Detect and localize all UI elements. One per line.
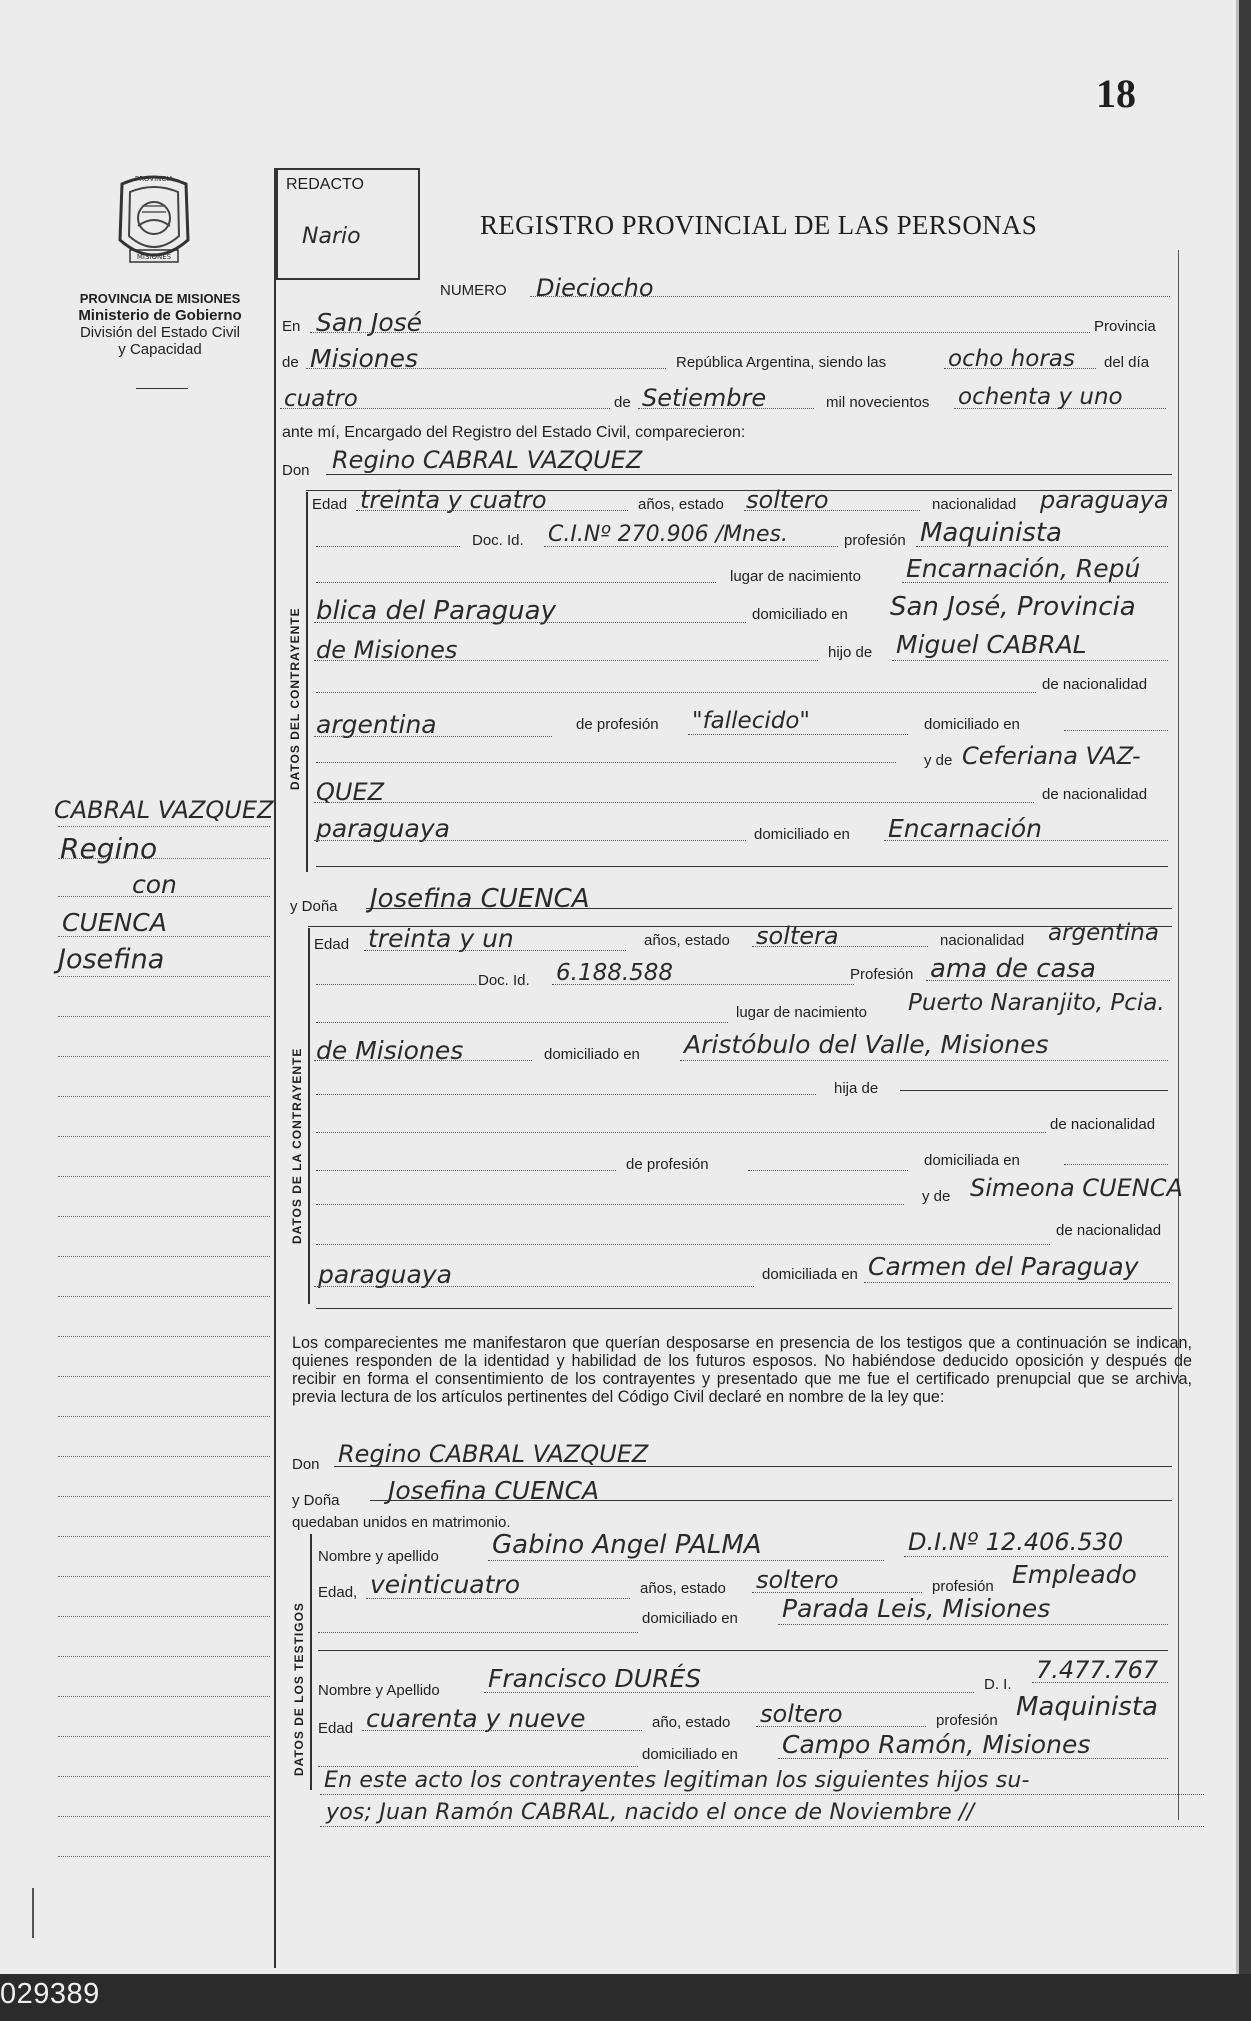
w2-di-label: D. I.	[984, 1676, 1012, 1693]
w1-name: Gabino Angel PALMA	[492, 1530, 762, 1560]
statement-quedaban: quedaban unidos en matrimonio.	[292, 1514, 511, 1531]
statement-paragraph: Los comparecientes me manifestaron que querían desposarse en presencia de los testigos que a continuación se indican, quienes responden de la identidad y habilidad de los futuros esposos. No habiéndose deducido oposición y después de recibir en forma el consentimiento de los contrayentes y presentado que me fue el certificado prenupcial que se archiva, previa lectura de los artículos pertinentes del Código Civil declaré en nombre de la ley que:	[292, 1334, 1192, 1406]
w2-domiciliado-label: domiciliado en	[642, 1746, 738, 1763]
groom-father-profession: "fallecido"	[692, 708, 810, 734]
bride-domiciliada-label: domiciliada en	[924, 1152, 1020, 1169]
bride-de-nacionalidad-label: de nacionalidad	[1050, 1116, 1156, 1133]
groom-don-label: Don	[282, 462, 310, 479]
year-value: ochenta y uno	[958, 384, 1123, 410]
institution-line-4: y Capacidad	[118, 341, 202, 358]
groom-name: Regino CABRAL VAZQUEZ	[332, 446, 643, 474]
bride-lugar-label: lugar de nacimiento	[736, 1004, 867, 1021]
de-label: de	[282, 354, 299, 371]
bride-de-profesion-label: de profesión	[626, 1156, 709, 1173]
groom-lugar-label: lugar de nacimiento	[730, 568, 861, 585]
institution-block	[44, 290, 276, 358]
bride-de-nacionalidad-label-2: de nacionalidad	[1056, 1222, 1162, 1239]
bride-doc: 6.188.588	[556, 960, 674, 986]
w1-edad-label: Edad,	[318, 1584, 358, 1601]
del-dia-label: del día	[1104, 354, 1150, 371]
bride-birthplace-2: de Misiones	[316, 1036, 464, 1065]
groom-age: treinta y cuatro	[360, 486, 547, 514]
numero-label: NUMERO	[440, 282, 507, 299]
bride-anos-label: años, estado	[644, 932, 730, 949]
margin-name-line-5: Josefina	[58, 944, 165, 975]
margin-name-line-1: CABRAL VAZQUEZ	[54, 796, 274, 824]
w1-domiciliado-label: domiciliado en	[642, 1610, 738, 1627]
bride-mother-domicile: Carmen del Paraguay	[868, 1252, 1139, 1281]
groom-father: Miguel CABRAL	[896, 630, 1087, 659]
w2-domicile: Campo Ramón, Misiones	[782, 1730, 1091, 1759]
notes-line-1: En este acto los contrayentes legitiman los siguientes hijos su-	[324, 1768, 1030, 1793]
w2-profession: Maquinista	[1016, 1692, 1158, 1722]
w2-age: cuarenta y nueve	[366, 1704, 586, 1733]
bride-section-label: DATOS DE LA CONTRAYENTE	[290, 1047, 304, 1244]
groom-profession: Maquinista	[920, 518, 1062, 548]
groom-birthplace-2: blica del Paraguay	[316, 596, 556, 626]
w2-doc: 7.477.767	[1036, 1656, 1159, 1684]
groom-doc: C.I.Nº 270.906 /Mnes.	[548, 522, 788, 547]
notes-line-2: yos; Juan Ramón CABRAL, nacido el once de Noviembre //	[326, 1800, 975, 1825]
margin-name-line-3: con	[132, 870, 177, 899]
groom-nationality: paraguaya	[1040, 486, 1169, 514]
month-value: Setiembre	[642, 384, 767, 412]
numero-value: Dieciocho	[536, 274, 654, 302]
bride-profesion-label: Profesión	[850, 966, 914, 983]
groom-de-nacionalidad-label: de nacionalidad	[1042, 676, 1148, 693]
groom-civil-state: soltero	[746, 486, 829, 514]
groom-mother-domicile-label: domiciliado en	[754, 826, 850, 843]
redacto-box	[276, 168, 420, 280]
w1-profesion-label: profesión	[932, 1578, 994, 1595]
w1-anos-label: años, estado	[640, 1580, 726, 1597]
bride-mother-domicile-label: domiciliada en	[762, 1266, 858, 1283]
ante-text: ante mí, Encargado del Registro del Estado Civil, comparecieron:	[282, 424, 746, 441]
institution-line-1: PROVINCIA DE MISIONES	[79, 291, 241, 306]
margin-divider	[274, 168, 276, 1968]
groom-section-label: DATOS DEL CONTRAYENTE	[288, 607, 302, 790]
redacto-label: REDACTO	[286, 176, 364, 193]
hour-value: ocho horas	[948, 346, 1075, 372]
bride-hija-label: hija de	[834, 1080, 879, 1097]
margin-name-line-2: Regino	[60, 832, 158, 865]
provincial-seal	[112, 170, 196, 274]
groom-edad-label: Edad	[312, 496, 348, 513]
bride-y-de-label: y de	[922, 1188, 951, 1205]
w2-anos-label: año, estado	[652, 1714, 731, 1731]
w1-age: veinticuatro	[370, 1570, 520, 1599]
groom-mother-nationality: paraguaya	[316, 814, 450, 843]
archive-id: 029389	[0, 1978, 100, 2010]
w2-name: Francisco DURÉS	[488, 1664, 702, 1693]
bride-domiciliado-label: domiciliado en	[544, 1046, 640, 1063]
en-label: En	[282, 318, 301, 335]
w2-civil-state: soltero	[760, 1700, 843, 1728]
statement-don-label: Don	[292, 1456, 320, 1473]
register-title: REGISTRO PROVINCIAL DE LAS PERSONAS	[480, 210, 1038, 240]
groom-profesion-label: profesión	[844, 532, 906, 549]
institution-line-2: Ministerio de Gobierno	[78, 307, 242, 324]
w1-profession: Empleado	[1012, 1560, 1137, 1589]
groom-doc-label: Doc. Id.	[472, 532, 524, 549]
scanner-strip	[0, 1974, 1251, 2021]
bride-mother-nationality: paraguaya	[318, 1260, 452, 1289]
mil-label: mil novecientos	[826, 394, 930, 411]
witnesses-section-border	[310, 1534, 312, 1790]
w1-doc: D.I.Nº 12.406.530	[908, 1528, 1124, 1556]
w1-civil-state: soltero	[756, 1566, 839, 1594]
bride-name: Josefina CUENCA	[370, 884, 590, 914]
groom-domicile-2: de Misiones	[316, 636, 458, 664]
de-label-2: de	[614, 394, 631, 411]
groom-domicile-1: San José, Provincia	[890, 592, 1136, 622]
w1-domicile: Parada Leis, Misiones	[782, 1594, 1051, 1623]
statement-y-dona-label: y Doña	[292, 1492, 340, 1509]
w2-profesion-label: profesión	[936, 1712, 998, 1729]
bride-civil-state: soltera	[756, 922, 839, 950]
groom-nacionalidad-label: nacionalidad	[932, 496, 1017, 513]
groom-anos-label: años, estado	[638, 496, 724, 513]
bride-edad-label: Edad	[314, 936, 350, 953]
bride-nationality: argentina	[1048, 920, 1159, 946]
w1-nombre-label: Nombre y apellido	[318, 1548, 439, 1565]
bride-doc-label: Doc. Id.	[478, 972, 530, 989]
redacto-value: Nario	[302, 224, 361, 249]
provincia-label: Provincia	[1094, 318, 1156, 335]
seal-text-top: PROVINCIA	[134, 175, 174, 183]
groom-father-domicile-label: domiciliado en	[924, 716, 1020, 733]
corner-mark-left	[32, 1888, 34, 1938]
groom-mother-2: QUEZ	[316, 778, 385, 806]
province-value: Misiones	[310, 344, 419, 373]
groom-hijo-label: hijo de	[828, 644, 873, 661]
institution-line-3: División del Estado Civil	[79, 324, 241, 341]
page-number: 18	[1096, 71, 1136, 116]
seal-text-bottom: MISIONES	[136, 253, 172, 261]
right-border	[1178, 250, 1179, 1820]
w2-edad-label: Edad	[318, 1720, 354, 1737]
groom-mother-domicile: Encarnación	[888, 814, 1042, 843]
bride-section-border	[308, 928, 310, 1304]
groom-y-de-label: y de	[924, 752, 953, 769]
bride-age: treinta y un	[368, 924, 514, 953]
bride-birthplace-1: Puerto Naranjito, Pcia.	[908, 990, 1165, 1016]
statement-bride-name: Josefina CUENCA	[388, 1476, 600, 1505]
statement-groom-name: Regino CABRAL VAZQUEZ	[338, 1440, 649, 1468]
groom-domiciliado-label: domiciliado en	[752, 606, 848, 623]
republica-label: República Argentina, siendo las	[676, 354, 887, 371]
day-value: cuatro	[284, 386, 358, 412]
margin-name-line-4: CUENCA	[62, 908, 167, 937]
w2-nombre-label: Nombre y Apellido	[318, 1682, 440, 1699]
groom-de-nacionalidad-label-2: de nacionalidad	[1042, 786, 1148, 803]
bride-y-dona-label: y Doña	[290, 898, 338, 915]
bride-mother: Simeona CUENCA	[970, 1174, 1183, 1202]
groom-section-border	[306, 492, 308, 872]
bride-profession: ama de casa	[930, 954, 1096, 984]
groom-de-profesion-label: de profesión	[576, 716, 659, 733]
groom-father-nationality: argentina	[316, 710, 437, 739]
place-value: San José	[316, 308, 423, 337]
bride-nacionalidad-label: nacionalidad	[940, 932, 1025, 949]
bride-domicile: Aristóbulo del Valle, Misiones	[684, 1030, 1049, 1059]
groom-birthplace-1: Encarnación, Repú	[906, 554, 1141, 583]
groom-mother-1: Ceferiana VAZ-	[962, 742, 1141, 770]
witnesses-section-label: DATOS DE LOS TESTIGOS	[292, 1602, 306, 1776]
